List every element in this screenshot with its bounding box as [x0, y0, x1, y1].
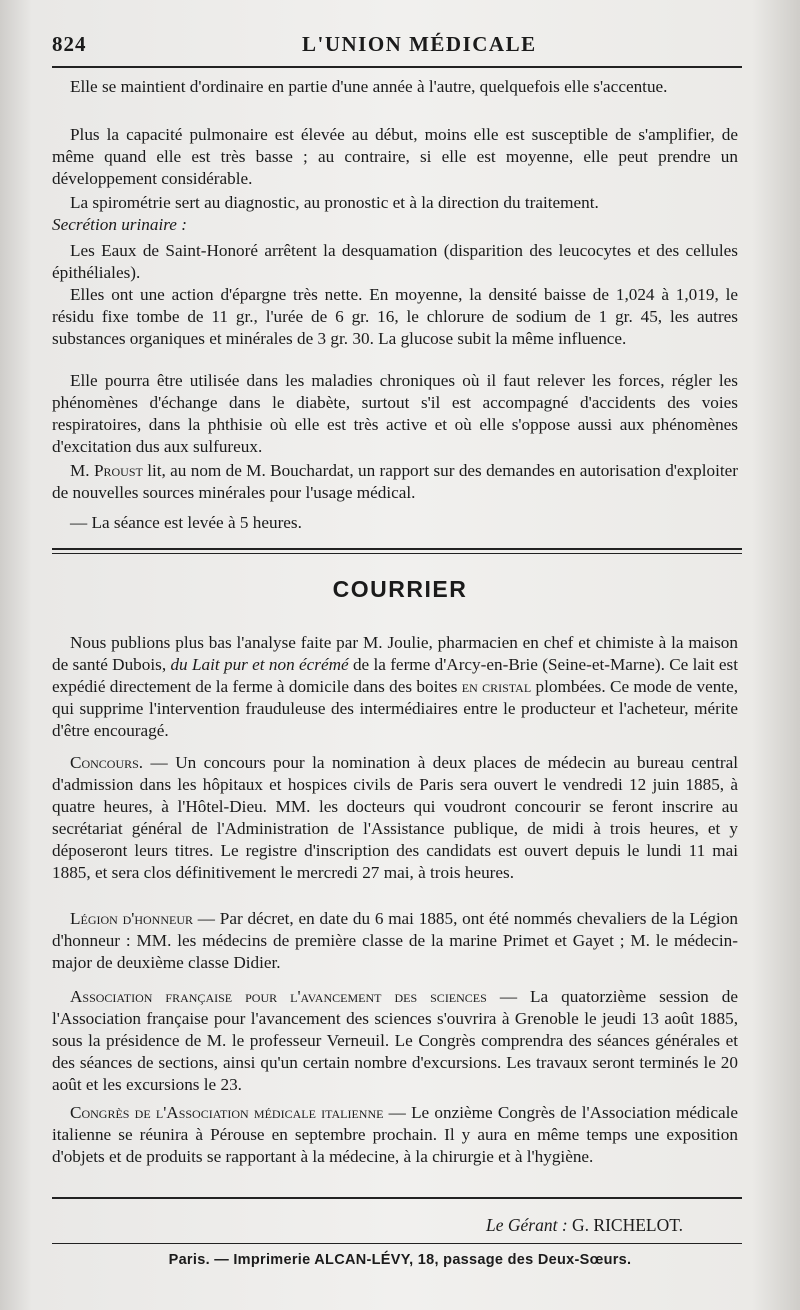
- journal-title: L'UNION MÉDICALE: [302, 32, 537, 56]
- page-number: 824: [52, 32, 87, 56]
- congres-label: Congrès de l'Association médicale italienne: [70, 1103, 384, 1122]
- paragraph-6: Elle pourra être utilisée dans les maladies chroniques où il faut relever les forces, régler les phénomènes d'échange dans le diabète, surtout s'il est accompagné d'accidents des voies respiratoires, dans la phthisie où elle est très active et où elle s'oppose aussi aux phénomènes d'excitation dus aux sulfureux.: [52, 371, 738, 456]
- concours-text: — Un concours pour la nomination à deux places de médecin au bureau central d'admission dans les hôpitaux et hospices civils de Paris sera ouvert le vendredi 12 juin 1885, à quatre heures, à l'Hôtel-Dieu. MM. les docteurs qui voudront concourir se feront inscrire au secrétariat général de l'Administration de l'Assistance publique, de midi à trois heures, et y déposeront leurs titres. Le registre d'inscription des candidats est ouvert depuis le lundi 11 mai 1885, et sera clos définitivement le mercredi 27 mai, à trois heures.: [52, 753, 738, 882]
- gerant-signature: [486, 1215, 683, 1236]
- courrier-heading: COURRIER: [332, 576, 468, 602]
- concours-notice: [52, 752, 738, 884]
- courrier-intro: [52, 632, 738, 742]
- gerant-label: Le Gérant :: [486, 1215, 568, 1235]
- afas-label: Association française pour l'avancement des sciences: [70, 987, 487, 1006]
- legion-text: — Par décret, en date du 6 mai 1885, ont été nommés chevaliers de la Légion d'honneur : MM. les médecins de première classe de la marine Primet et Gayet ; M. le médecin-major de deuxième classe Didier.: [52, 909, 739, 972]
- afas-text: — La quatorzième session de l'Association française pour l'avancement des sciences s'ouvrira à Grenoble le jeudi 13 août 1885, sous la présidence de M. le professeur Verneuil. Le Congrès comprendra des séances générales et des séances de sections, ainsi qu'un certain nombre d'excursions. Les travaux seront terminés le 20 août et les excursions le 23.: [52, 987, 738, 1094]
- intro-italic: du Lait pur et non écrémé: [170, 655, 349, 674]
- intro-text-2: de la ferme d'Arcy-en-Brie (Seine-et-Marne). Ce lait est expédié directement de la ferme à domicile dans des boites: [52, 655, 738, 696]
- paragraph-5: Elles ont une action d'épargne très nette. En moyenne, la densité baisse de 1,024 à 1,019, le résidu fixe tombe de 11 gr., l'urée de 6 gr. 16, le chlorure de sodium de 1 gr. 45, les autres substances organiques et minérales de 3 gr. 30. La glucose subit la même influence.: [52, 285, 738, 348]
- paragraph-4: Les Eaux de Saint-Honoré arrêtent la desquamation (disparition des leucocytes et des cellules épithéliales).: [52, 241, 738, 282]
- afas-notice: [52, 986, 738, 1096]
- paragraph-1: Elle se maintient d'ordinaire en partie d'une année à l'autre, quelquefois elle s'accentue.: [70, 77, 668, 96]
- m-prefix: M.: [70, 461, 94, 480]
- intro-text-1: Nous publions plus bas l'analyse faite par M. Joulie, pharmacien en chef et chimiste à la maison de santé Dubois,: [52, 633, 738, 674]
- paragraph-7-text: lit, au nom de M. Bouchardat, un rapport sur des demandes en autorisation d'exploiter de nouvelles sources minérales pour l'usage médical.: [52, 461, 738, 502]
- intro-text-3: plombées. Ce mode de vente, qui supprime l'intervention frauduleuse des intermédiaires entre le producteur et l'acheteur, mérite d'être encouragé.: [52, 677, 738, 740]
- section-double-rule-bottom: [52, 553, 742, 554]
- footer-rule-top: [52, 1197, 742, 1199]
- section-double-rule-top: [52, 548, 742, 550]
- header-rule: [52, 66, 742, 68]
- printer-imprint: Paris. — Imprimerie ALCAN-LÉVY, 18, passage des Deux-Sœurs.: [168, 1252, 632, 1268]
- congres-text: — Le onzième Congrès de l'Association médicale italienne se réunira à Pérouse en septembre prochain. Il y aura en même temps une exposition d'objets et de produits se rapportant à la médecine, à la chirurgie et à l'hygiène.: [52, 1103, 738, 1166]
- concours-label: Concours.: [70, 753, 144, 772]
- proust-name: Proust: [93, 461, 143, 480]
- paragraph-3: La spirométrie sert au diagnostic, au pronostic et à la direction du traitement.: [70, 193, 599, 212]
- paragraph-2: Plus la capacité pulmonaire est élevée au début, moins elle est susceptible de s'amplifier, de même quand elle est très basse ; au contraire, si elle est moyenne, elle peut prendre un développement considérable.: [52, 125, 738, 188]
- footer-rule-bottom: [52, 1243, 742, 1244]
- legion-notice: [52, 908, 738, 974]
- secretion-heading: Secrétion urinaire :: [52, 215, 187, 234]
- legion-label: Légion d'honneur: [70, 909, 194, 928]
- gerant-name: G. RICHELOT.: [572, 1215, 684, 1235]
- congres-notice: [52, 1102, 738, 1168]
- page-header: [52, 28, 742, 58]
- intro-small-caps: en cristal: [461, 677, 532, 696]
- session-closed: — La séance est levée à 5 heures.: [70, 513, 302, 532]
- paragraph-7: [52, 460, 738, 504]
